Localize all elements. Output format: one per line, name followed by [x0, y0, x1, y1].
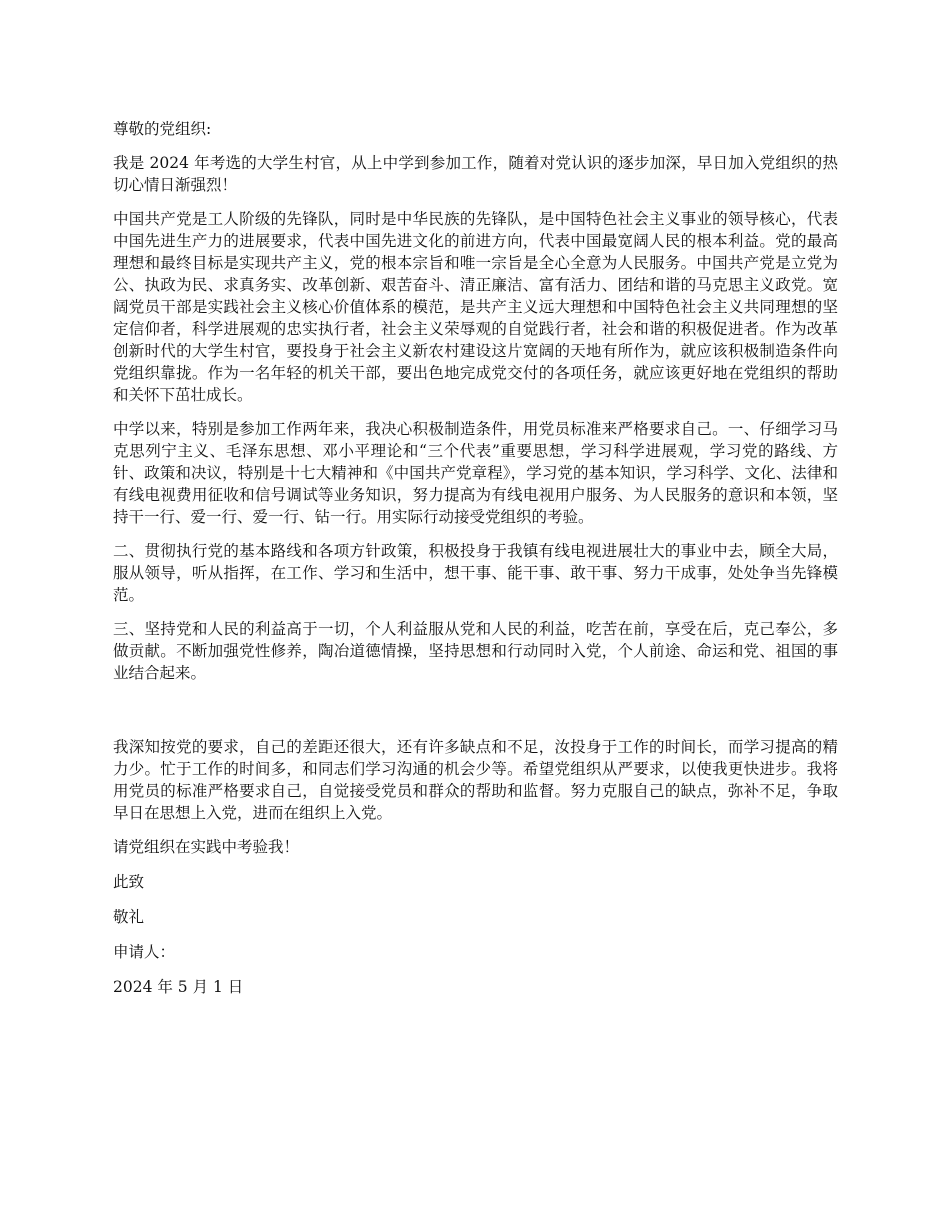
- paragraph-commitment-two: 二、贯彻执行党的基本路线和各项方针政策，积极投身于我镇有线电视进展壮大的事业中去，顾全大局，服从领导，听从指挥，在工作、学习和生活中，想干事、能干事、敢干事、努力干成事，处处争当先锋模范。: [113, 542, 838, 604]
- letter-page: [113, 118, 838, 1011]
- paragraph-intro: 我是 2024 年考选的大学生村官，从上中学到参加工作，随着对党认识的逐步加深，早日加入党组织的热切心情日渐强烈！: [113, 154, 838, 194]
- closing-jing-li: 敬礼: [113, 908, 145, 926]
- blank-spacer: [113, 696, 838, 736]
- paragraph-request: 请党组织在实践中考验我！: [113, 838, 300, 856]
- paragraph-commitment-one: 中学以来，特别是参加工作两年来，我决心积极制造条件，用党员标准来严格要求自己。一、仔细学习马克思列宁主义、毛泽东思想、邓小平理论和“三个代表”重要思想，学习科学进展观，学习党的路线、方针、政策和决议，特别是十七大精神和《中国共产党章程》，学习党的基本知识，学习科学、文化、法律和有线电视费用征收和信号调试等业务知识，努力提高为有线电视用户服务、为人民服务的意识和本领，坚持干一行、爱一行、爱一行、钻一行。用实际行动接受党组织的考验。: [113, 420, 838, 526]
- letter-date: 2024 年 5 月 1 日: [113, 978, 244, 996]
- salutation: 尊敬的党组织:: [113, 120, 212, 138]
- paragraph-party-role: 中国共产党是工人阶级的先锋队，同时是中华民族的先锋队，是中国特色社会主义事业的领导核心，代表中国先进生产力的进展要求，代表中国先进文化的前进方向，代表中国最宽阔人民的根本利益。党的最高理想和最终目标是实现共产主义，党的根本宗旨和唯一宗旨是全心全意为人民服务。中国共产党是立党为公、执政为民、求真务实、改革创新、艰苦奋斗、清正廉洁、富有活力、团结和谐的马克思主义政党。宽阔党员干部是实践社会主义核心价值体系的模范，是共产主义远大理想和中国特色社会主义共同理想的坚定信仰者，科学进展观的忠实执行者，社会主义荣辱观的自觉践行者，社会和谐的积极促进者。作为改革创新时代的大学生村官，要投身于社会主义新农村建设这片宽阔的天地有所作为，就应该积极制造条件向党组织靠拢。作为一名年轻的机关干部，要出色地完成党交付的各项任务，就应该更好地在党组织的帮助和关怀下茁壮成长。: [113, 210, 838, 404]
- signature-label: 申请人：: [113, 943, 176, 961]
- paragraph-commitment-three: 三、坚持党和人民的利益高于一切，个人利益服从党和人民的利益，吃苦在前，享受在后，克己奉公，多做贡献。不断加强党性修养，陶冶道德情操，坚持思想和行动同时入党，个人前途、命运和党、祖国的事业结合起来。: [113, 620, 838, 682]
- closing-ci-zhi: 此致: [113, 873, 145, 891]
- paragraph-self-assessment: 我深知按党的要求，自己的差距还很大，还有许多缺点和不足，汝投身于工作的时间长，而学习提高的精力少。忙于工作的时间多，和同志们学习沟通的机会少等。希望党组织从严要求，以使我更快进步。我将用党员的标准严格要求自己，自觉接受党员和群众的帮助和监督。努力克服自己的缺点，弥补不足，争取早日在思想上入党，进而在组织上入党。: [113, 738, 838, 822]
